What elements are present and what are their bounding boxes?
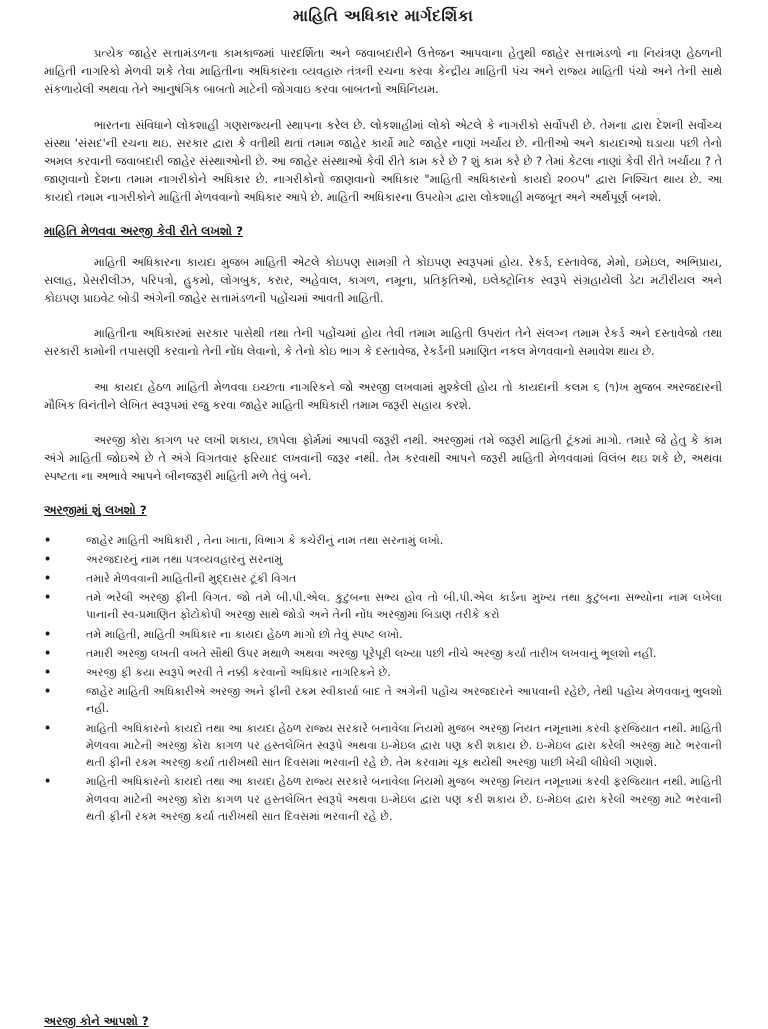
bullet-icon: • (44, 685, 52, 699)
list-item (44, 551, 722, 568)
list-item (44, 645, 722, 662)
bullet-icon: • (44, 552, 52, 566)
list-item (44, 626, 722, 643)
list-item (44, 773, 722, 825)
list-item-text: જાહેર માહિતી અધિકારી , તેના ખાતા, વિભાગ કે કચેરીનું નામ તથા સરનામું લખો. (86, 533, 444, 547)
section-heading-how-to-write: માહિતિ મેળવવા અરજી કેવી રીતે લખશો ? (44, 223, 243, 238)
intro-paragraph: ભારતના સંવિધાને લોકશાહી ગણરાજ્યની સ્થાપના કરેલ છે. લોકશાહીમાં લોકો એટલે કે નાગરીકો સર્વોપરી છે. તેમના દ્વારા દેશની સર્વોચ્ચ સંસ્થા 'સંસદ'ની રચના થઇ. સરકાર દ્વારા કે વતીથી થતાં તમામ જાહેર કાર્યો માટે જાહેર નાણાં ખર્ચાય છે. નીતીઓ અને કાયદાઓ ઘડાયા પછી તેનો અમલ કરવાની જવાબદારી જાહેર સંસ્થાઓની છે. આ જાહેર સંસ્થાઓ કેવી રીતે કામ કરે છે ? શું કામ કરે છે ? તેમાં કેટલા નાણાં કેવી રીતે ખર્ચાયા ? તે જાણવાનો દેશના તમામ નાગરીકોને અધિકાર છે. નાગરીકોનો જાણવાનો અધિકાર "માહિતી અધિકારનો કાયદો ૨૦૦૫" દ્વારા નિશ્ચિત થાય છે. આ કાયદો તમામ નાગરીકોને માહિતી મેળવવાનો અધિકાર આપે છે. માહિતી અધિકારના ઉપયોગ દ્વારા લોકશાહી મજબૂત અને અર્થપૂર્ણ બનશે. (44, 117, 722, 205)
list-item-text: તમે માહિતી, માહિતી અધિકાર ના કાયદા હેઠળ માંગો છો તેવું સ્પષ્ટ લખો. (86, 627, 403, 641)
bullet-icon: • (44, 591, 52, 605)
bullet-icon: • (44, 533, 52, 547)
list-item (44, 664, 722, 681)
bullet-icon: • (44, 572, 52, 586)
intro-paragraph: પ્રત્યેક જાહેર સત્તામંડળના કામકાજમાં પારદર્શિતા અને જવાબદારીને ઉત્તેજન આપવાના હેતુથી જાહેર સત્તામંડળો ના નિયંત્રણ હેઠળની માહિતી નાગરિકો મેળવી શકે તેવા માહિતીના અધિકારના વ્યવહારુ તંત્રની રચના કરવા કેન્દ્રીય માહિતી પંચ અને રાજ્ય માહિતી પંચો અને તેની સાથે સંકળાયેલી અથવા તેને આનુષંગિક બાબતો માટેની જોગવાઇ કરવા બાબતનો અધિનિયમ. (44, 46, 722, 97)
list-item-text: જાહેર માહિતી અધિકારીએ અરજી અને ફીની રકમ સ્વીકાર્યા બાદ તે અંગેની પહોંચ અરજદારને આપવાની રહેછે, તેથી પહોંચ મેળવવાનું ભુલશો નહી. (86, 685, 722, 716)
list-item-text: તમે ભરેલી અરજી ફીની વિગત. જો તમે બી.પી.એલ. કુટુંબના સભ્ય હોવ તો બી.પી.એલ કાર્ડના મુખ્ય તથા કુટુંબના સભ્યોના નામ લખેલા પાનાની સ્વ-પ્રમાણિત ફોટોકોપી અરજી સાથે જોડો અને તેની નોંધ અરજીમાં બિડાણ તરીકે કરો (86, 591, 722, 622)
body-paragraph: માહિતી અધિકારના કાયદા મુજબ માહિતી એટલે કોઇપણ સામગ્રી તે કોઇપણ સ્વરૂપમાં હોય. રેકર્ડ, દસ્તાવેજ, મેમો, ઇમેઇલ, અભિપ્રાય, સલાહ, પ્રેસરીલીઝ, પરિપત્રો, હુકમો, લોગબુક, કરાર, અહેવાલ, કાગળ, નમૂના, પ્રતિકૃતિઓ, ઇલેક્ટ્રોનિક સ્વરૂપે સંગ્રહાયેલી ડેટા મટીરીયલ અને કોઇપણ પ્રાઇવેટ બોડી અંગેની જાહેર સત્તામંડળની પહોંચમાં આવતી માહિતી. (44, 254, 722, 306)
body-paragraph: અરજી કોરા કાગળ પર લખી શકાય, છાપેલા ફોર્મમાં આપવી જરૂરી નથી. અરજીમાં તમે જરૂરી માહિતી ટૂંકમાં માગો. તમારે જે હેતુ કે કામ અંગે માહિતી જોઇએ છે તે અંગે વિગતવાર ફરિયાદ લખવાની જરૂર નથી. તેમ કરવાથી આપને જરૂરી માહિતી મેળવવામાં વિલંબ થઇ શકે છે, અથવા સ્પષ્ટતા ના અભાવે આપને બીનજરૂરી માહિતી મળે તેવું બને. (44, 433, 722, 484)
document-title: માહિતિ અધિકાર માર્ગદર્શિકા (292, 6, 474, 25)
list-item-text: તમારે મેળવવાની માહિતીની મુદ્દાસર ટૂંકી વિગત (86, 572, 297, 586)
bullet-icon: • (44, 666, 52, 680)
bullet-icon: • (44, 721, 52, 735)
list-item-text: માહિતી અધિકારનો કાયદો તથા આ કાયદા હેઠળ રાજ્ય સરકારે બનાવેલા નિયમો મુજબ અરજી નિયત નમૂનામાં કરવી ફરજિયાત નથી. માહિતી મેળવવા માટેની અરજી કોરા કાગળ પર હસ્તલેખિત સ્વરૂપે અથવા ઇ-મેઇલ દ્વારા પણ કરી શકાય છે. ઇ-મેઇલ દ્વારા કરેલી અરજી માટે ભરવાની થતી ફીની રકમ અરજી કર્યા તારીખથી સાત દિવસમાં ભરવાની રહે છે. તેમ કરવામાં ચૂક થયેથી અરજી પાછી ખેંચી લીધેલી ગણાશે. (86, 721, 722, 770)
list-item-text: અરજદારનું નામ તથા પત્રવ્યવહારનું સરનામું (86, 552, 283, 566)
list-item (44, 683, 722, 717)
section-heading-whom-to-give: અરજી કોને આપશો ? (44, 1014, 149, 1028)
bullet-icon: • (44, 646, 52, 660)
body-paragraph: આ કાયદા હેઠળ માહિતી મેળવવા ઇચ્છતા નાગરિકને જો અરજી લખવામાં મુશ્કેલી હોય તો કાયદાની કલમ ૬ (૧)ખ મુજબ અરજદારની મૌખિક વિનંતીને લેખિત સ્વરૂપમાં રજુ કરવા જાહેર માહિતી અધિકારી તમામ જરૂરી સહાય કરશે. (44, 379, 722, 412)
list-item (44, 720, 722, 772)
body-paragraph: માહિતીના અધિકારમાં સરકાર પાસેથી તથા તેની પહોંચમાં હોય તેવી તમામ માહિતી ઉપરાંત તેને સંલગ્ન તમામ રેકર્ડ અને દસ્તાવેજો તથા સરકારી કામોની તપાસણી કરવાનો તેની નોંધ લેવાનો, કે તેનો કોઇ ભાગ કે દસ્તાવેજ, રેકર્ડની પ્રમાણિત નકલ મેળવવાનો સમાવેશ થાય છે. (44, 326, 722, 359)
bullet-list (44, 532, 722, 825)
list-item (44, 589, 722, 623)
list-item-text: તમારી અરજી લખતી વખતે સૌથી ઉપર મથાળે અથવા અરજી પૂરેપૂરી લખ્યા પછી નીચે અરજી કર્યા તારીખ લખવાનું ભૂલશો નહીં. (86, 646, 657, 660)
section-heading-what-to-write: અરજીમાં શું લખશો ? (44, 502, 147, 517)
bullet-icon: • (44, 775, 52, 789)
list-item (44, 532, 722, 549)
list-item-text: અરજી ફી કયા સ્વરૂપે ભરવી તે નક્કી કરવાનો અધિકાર નાગરિકને છે. (86, 666, 391, 680)
bullet-icon: • (44, 627, 52, 641)
list-item-text: માહિતી અધિકારનો કાયદો તથા આ કાયદા હેઠળ રાજ્ય સરકારે બનાવેલા નિયમો મુજબ અરજી નિયત નમૂનામાં કરવી ફરજિયાત નથી. માહિતી મેળવવા માટેની અરજી કોરા કાગળ પર હસ્તલેખિત સ્વરૂપે અથવા ઇ-મેઇલ દ્વારા પણ કરી શકાય છે. ઇ-મેઇલ દ્વારા કરેલી અરજી માટે ભરવાની થતી ફીની રકમ અરજી કર્યા તારીખથી સાત દિવસમાં ભરવાની રહે છે. (86, 775, 722, 823)
list-item (44, 570, 722, 587)
